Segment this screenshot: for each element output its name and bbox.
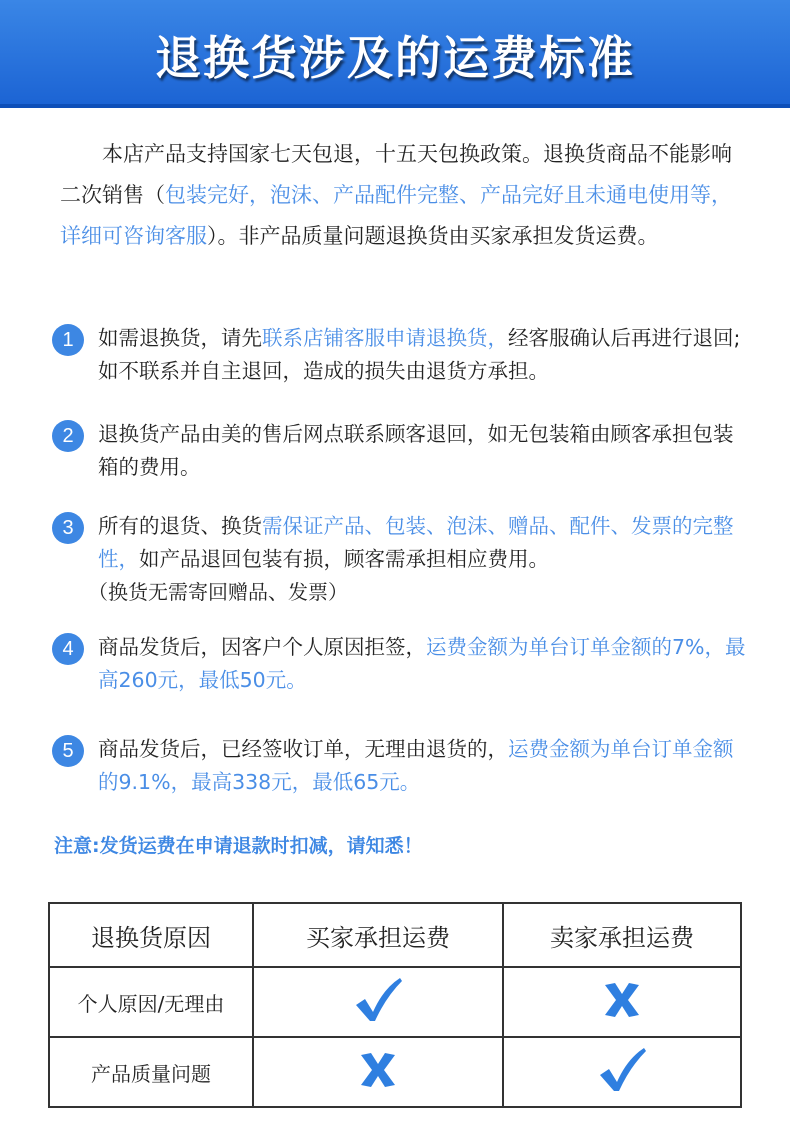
rule-2 [52,418,752,484]
rule-text [98,322,752,388]
intro-text-end: ）。非产品质量问题退换货由买家承担发货运费。 [207,224,659,248]
shipping-fee-table [48,902,742,1108]
rule-text [98,510,752,576]
rule-highlight: 运费金额为单台订单金额的7%，最高260元，最低50元。 [98,635,746,692]
table-header-cell: 买家承担运费 [253,903,503,967]
rule-note: （换货无需寄回赠品、发票） [88,580,348,604]
notice-text: 注意:发货运费在申请退款时扣减，请知悉！ [54,835,423,857]
rule-text-before: 商品发货后，因客户个人原因拒签， [98,635,426,659]
rule-number-badge: 3 [52,512,84,544]
page-title: 退换货涉及的运费标准 [155,31,635,85]
rule-text-before: 所有的退货、换货 [98,514,262,538]
rule-text [98,733,752,799]
table-cell-buyer [253,1037,503,1107]
rule-text [98,631,752,697]
rule-3 [52,510,752,609]
rule-text [98,418,752,484]
rule-text-after: 如产品退回包装有损，顾客需承担相应费用。 [139,547,549,571]
table-cell-reason: 产品质量问题 [49,1037,253,1107]
table-cell-seller [503,967,741,1037]
rule-5 [52,733,752,799]
table-header-cell: 退换货原因 [49,903,253,967]
rule-number-badge: 4 [52,633,84,665]
rule-number-badge: 2 [52,420,84,452]
intro-text: 本店产品支持国家七天包退，十五天包换政策。退换货商品不能影响二次销售（ [60,142,732,207]
table-row [49,967,741,1037]
table-cell-buyer [253,967,503,1037]
rule-number-badge: 5 [52,735,84,767]
table-cell-reason: 个人原因/无理由 [49,967,253,1037]
intro-highlight: 包装完好，泡沫、产品配件完整、产品完好且未通电使用等，详细可咨询客服 [60,183,732,248]
rule-text-before: 退换货产品由美的售后网点联系顾客退回，如无包装箱由顾客承担包装箱的费用。 [98,422,734,479]
table-cell-seller [503,1037,741,1107]
rule-1 [52,322,752,388]
cross-icon [359,1051,397,1089]
rule-highlight: 需保证产品、包装、泡沫、赠品、配件、发票的完整性， [98,514,734,571]
check-icon [353,975,403,1025]
rule-highlight: 联系店铺客服申请退换货， [262,326,508,350]
rule-text-before: 如需退换货，请先 [98,326,262,350]
cross-icon [603,981,641,1019]
rule-text-before: 商品发货后，已经签收订单，无理由退货的， [98,737,508,761]
intro-paragraph [60,134,750,257]
table-header-row [49,903,741,967]
rule-highlight: 运费金额为单台订单金额的9.1%，最高338元，最低65元。 [98,737,734,794]
rule-number-badge: 1 [52,324,84,356]
check-icon [597,1045,647,1095]
table-row [49,1037,741,1107]
header-banner [0,0,790,108]
rule-text-after: 经客服确认后再进行退回;如不联系并自主退回，造成的损失由退货方承担。 [98,326,741,383]
table-header-cell: 卖家承担运费 [503,903,741,967]
rule-4 [52,631,752,697]
